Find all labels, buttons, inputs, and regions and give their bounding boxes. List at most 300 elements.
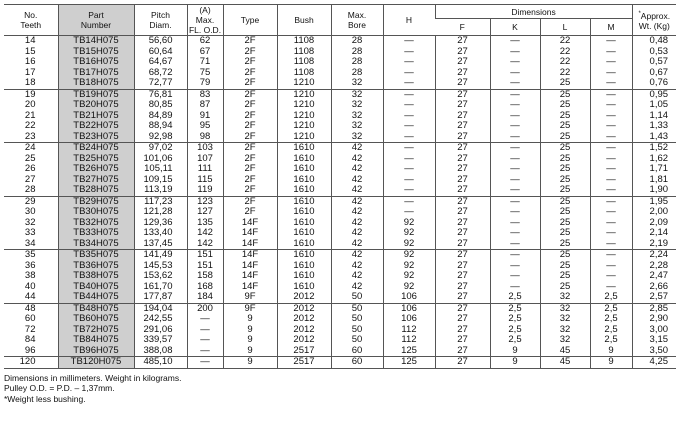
cell-part-number: TB72H075 bbox=[58, 325, 134, 336]
cell-max-fl-od: 111 bbox=[187, 164, 223, 175]
cell-k: — bbox=[490, 196, 540, 207]
cell-weight: 2,28 bbox=[632, 261, 676, 272]
cell-f: 27 bbox=[435, 239, 490, 250]
cell-max-bore: 42 bbox=[331, 282, 383, 293]
cell-part-number: TB14H075 bbox=[58, 36, 134, 47]
cell-pitch-diam: 129,36 bbox=[134, 218, 187, 229]
cell-max-bore: 60 bbox=[331, 357, 383, 369]
note-units: Dimensions in millimeters. Weight in kilograms. bbox=[4, 372, 182, 383]
cell-k: 2,5 bbox=[490, 292, 540, 303]
spec-sheet bbox=[4, 4, 676, 404]
cell-max-fl-od: — bbox=[187, 357, 223, 369]
cell-l: 25 bbox=[540, 164, 590, 175]
cell-part-number: TB34H075 bbox=[58, 239, 134, 250]
cell-max-bore: 42 bbox=[331, 218, 383, 229]
cell-f: 27 bbox=[435, 132, 490, 143]
cell-f: 27 bbox=[435, 143, 490, 154]
cell-type: 2F bbox=[223, 196, 277, 207]
cell-l: 25 bbox=[540, 175, 590, 186]
cell-max-fl-od: 95 bbox=[187, 121, 223, 132]
cell-m: — bbox=[590, 175, 632, 186]
cell-max-bore: 32 bbox=[331, 132, 383, 143]
cell-k: — bbox=[490, 36, 540, 47]
cell-h: — bbox=[383, 185, 435, 196]
cell-pitch-diam: 141,49 bbox=[134, 250, 187, 261]
cell-m: — bbox=[590, 111, 632, 122]
cell-k: — bbox=[490, 132, 540, 143]
cell-h: — bbox=[383, 132, 435, 143]
cell-bush: 1610 bbox=[277, 207, 331, 218]
cell-type: 2F bbox=[223, 36, 277, 47]
cell-k: — bbox=[490, 47, 540, 58]
cell-l: 25 bbox=[540, 271, 590, 282]
cell-f: 27 bbox=[435, 218, 490, 229]
cell-l: 25 bbox=[540, 228, 590, 239]
cell-max-bore: 32 bbox=[331, 121, 383, 132]
cell-pitch-diam: 339,57 bbox=[134, 335, 187, 346]
cell-pitch-diam: 109,15 bbox=[134, 175, 187, 186]
cell-k: — bbox=[490, 57, 540, 68]
cell-l: 22 bbox=[540, 57, 590, 68]
cell-h: — bbox=[383, 78, 435, 89]
cell-m: — bbox=[590, 228, 632, 239]
cell-h: — bbox=[383, 121, 435, 132]
cell-k: — bbox=[490, 111, 540, 122]
cell-max-bore: 42 bbox=[331, 143, 383, 154]
cell-k: — bbox=[490, 175, 540, 186]
cell-part-number: TB60H075 bbox=[58, 314, 134, 325]
cell-teeth: 120 bbox=[4, 357, 58, 369]
cell-max-bore: 42 bbox=[331, 239, 383, 250]
cell-weight: 1,81 bbox=[632, 175, 676, 186]
cell-m: — bbox=[590, 132, 632, 143]
cell-type: 9 bbox=[223, 346, 277, 357]
cell-part-number: TB15H075 bbox=[58, 47, 134, 58]
cell-k: — bbox=[490, 164, 540, 175]
cell-type: 2F bbox=[223, 111, 277, 122]
cell-h: 106 bbox=[383, 314, 435, 325]
cell-weight: 2,00 bbox=[632, 207, 676, 218]
cell-l: 25 bbox=[540, 154, 590, 165]
cell-bush: 1210 bbox=[277, 111, 331, 122]
cell-pitch-diam: 153,62 bbox=[134, 271, 187, 282]
cell-type: 2F bbox=[223, 175, 277, 186]
table-row bbox=[4, 175, 676, 186]
cell-k: — bbox=[490, 282, 540, 293]
table-row bbox=[4, 314, 676, 325]
cell-type: 14F bbox=[223, 239, 277, 250]
cell-part-number: TB33H075 bbox=[58, 228, 134, 239]
cell-f: 27 bbox=[435, 271, 490, 282]
cell-type: 9 bbox=[223, 314, 277, 325]
cell-type: 2F bbox=[223, 100, 277, 111]
cell-max-bore: 42 bbox=[331, 228, 383, 239]
header-k: K bbox=[490, 19, 540, 36]
cell-max-fl-od: 91 bbox=[187, 111, 223, 122]
cell-weight: 0,95 bbox=[632, 89, 676, 100]
footnotes bbox=[4, 373, 676, 405]
cell-f: 27 bbox=[435, 357, 490, 369]
cell-bush: 2012 bbox=[277, 292, 331, 303]
cell-part-number: TB22H075 bbox=[58, 121, 134, 132]
cell-part-number: TB40H075 bbox=[58, 282, 134, 293]
table-row bbox=[4, 143, 676, 154]
cell-f: 27 bbox=[435, 100, 490, 111]
cell-max-fl-od: 67 bbox=[187, 47, 223, 58]
table-row bbox=[4, 111, 676, 122]
cell-h: — bbox=[383, 89, 435, 100]
cell-k: 9 bbox=[490, 357, 540, 369]
cell-teeth: 17 bbox=[24, 67, 36, 78]
cell-weight: 2,66 bbox=[632, 282, 676, 293]
cell-bush: 1610 bbox=[277, 185, 331, 196]
table-row bbox=[4, 154, 676, 165]
cell-pitch-diam: 485,10 bbox=[134, 357, 187, 369]
cell-part-number: TB25H075 bbox=[58, 154, 134, 165]
table-row bbox=[4, 357, 676, 369]
cell-pitch-diam: 194,04 bbox=[134, 303, 187, 314]
cell-bush: 1210 bbox=[277, 100, 331, 111]
cell-f: 27 bbox=[435, 207, 490, 218]
cell-bush: 1610 bbox=[277, 239, 331, 250]
cell-teeth: 20 bbox=[24, 100, 36, 110]
cell-l: 25 bbox=[540, 89, 590, 100]
cell-m: — bbox=[590, 250, 632, 261]
cell-part-number: TB26H075 bbox=[58, 164, 134, 175]
cell-l: 25 bbox=[540, 185, 590, 196]
cell-bush: 1610 bbox=[277, 154, 331, 165]
cell-max-fl-od: — bbox=[187, 335, 223, 346]
cell-max-fl-od: 200 bbox=[187, 303, 223, 314]
cell-type: 2F bbox=[223, 47, 277, 58]
cell-weight: 0,53 bbox=[632, 47, 676, 58]
cell-weight: 0,67 bbox=[632, 68, 676, 79]
cell-teeth: 38 bbox=[24, 271, 36, 281]
cell-bush: 1610 bbox=[277, 261, 331, 272]
cell-weight: 1,33 bbox=[632, 121, 676, 132]
cell-l: 25 bbox=[540, 111, 590, 122]
cell-weight: 3,50 bbox=[632, 346, 676, 357]
cell-k: 2,5 bbox=[490, 303, 540, 314]
cell-f: 27 bbox=[435, 57, 490, 68]
cell-m: — bbox=[590, 143, 632, 154]
cell-bush: 1610 bbox=[277, 271, 331, 282]
cell-weight: 2,57 bbox=[632, 292, 676, 303]
cell-bush: 1610 bbox=[277, 250, 331, 261]
cell-max-fl-od: 158 bbox=[187, 271, 223, 282]
header-teeth: No. Teeth bbox=[4, 5, 58, 36]
cell-l: 25 bbox=[540, 196, 590, 207]
cell-f: 27 bbox=[435, 121, 490, 132]
cell-m: — bbox=[590, 121, 632, 132]
cell-f: 27 bbox=[435, 36, 490, 47]
cell-max-bore: 42 bbox=[331, 196, 383, 207]
cell-h: — bbox=[383, 196, 435, 207]
cell-m: — bbox=[590, 36, 632, 47]
cell-type: 2F bbox=[223, 132, 277, 143]
cell-type: 2F bbox=[223, 185, 277, 196]
cell-teeth: 72 bbox=[24, 324, 36, 335]
cell-weight: 2,14 bbox=[632, 228, 676, 239]
cell-pitch-diam: 105,11 bbox=[134, 164, 187, 175]
table-row bbox=[4, 57, 676, 68]
cell-l: 25 bbox=[540, 121, 590, 132]
cell-max-bore: 28 bbox=[331, 68, 383, 79]
cell-part-number: TB35H075 bbox=[58, 250, 134, 261]
cell-m: — bbox=[590, 261, 632, 272]
cell-h: 106 bbox=[383, 303, 435, 314]
cell-k: — bbox=[490, 271, 540, 282]
cell-weight: 0,57 bbox=[632, 57, 676, 68]
cell-type: 9 bbox=[223, 357, 277, 369]
cell-bush: 2012 bbox=[277, 325, 331, 336]
cell-k: — bbox=[490, 261, 540, 272]
header-l: L bbox=[540, 19, 590, 36]
cell-l: 25 bbox=[540, 250, 590, 261]
cell-part-number: TB19H075 bbox=[58, 89, 134, 100]
cell-m: 2,5 bbox=[590, 314, 632, 325]
cell-max-fl-od: — bbox=[187, 325, 223, 336]
cell-f: 27 bbox=[435, 154, 490, 165]
cell-max-bore: 32 bbox=[331, 100, 383, 111]
cell-teeth: 28 bbox=[24, 185, 36, 195]
cell-teeth: 44 bbox=[24, 292, 36, 302]
cell-f: 27 bbox=[435, 175, 490, 186]
cell-bush: 1108 bbox=[277, 36, 331, 47]
cell-weight: 1,05 bbox=[632, 100, 676, 111]
cell-part-number: TB18H075 bbox=[58, 78, 134, 89]
cell-m: — bbox=[590, 47, 632, 58]
cell-part-number: TB24H075 bbox=[58, 143, 134, 154]
cell-max-bore: 50 bbox=[331, 325, 383, 336]
cell-part-number: TB29H075 bbox=[58, 196, 134, 207]
cell-l: 32 bbox=[540, 303, 590, 314]
cell-pitch-diam: 101,06 bbox=[134, 154, 187, 165]
header-weight: *Approx. Wt. (Kg) bbox=[632, 5, 676, 36]
pulley-spec-table bbox=[4, 4, 676, 369]
table-row bbox=[4, 36, 676, 47]
cell-teeth: 40 bbox=[24, 281, 36, 292]
cell-k: — bbox=[490, 228, 540, 239]
cell-h: — bbox=[383, 57, 435, 68]
cell-l: 25 bbox=[540, 207, 590, 218]
cell-bush: 1610 bbox=[277, 164, 331, 175]
cell-max-bore: 50 bbox=[331, 303, 383, 314]
cell-m: 9 bbox=[590, 357, 632, 369]
cell-max-fl-od: 142 bbox=[187, 239, 223, 250]
table-row bbox=[4, 303, 676, 314]
cell-m: 2,5 bbox=[590, 303, 632, 314]
cell-k: — bbox=[490, 218, 540, 229]
cell-bush: 2012 bbox=[277, 335, 331, 346]
cell-part-number: TB32H075 bbox=[58, 218, 134, 229]
cell-f: 27 bbox=[435, 68, 490, 79]
cell-type: 9F bbox=[223, 292, 277, 303]
cell-max-fl-od: 142 bbox=[187, 228, 223, 239]
cell-teeth: 26 bbox=[24, 164, 36, 174]
table-header bbox=[4, 5, 676, 36]
cell-pitch-diam: 291,06 bbox=[134, 325, 187, 336]
cell-part-number: TB84H075 bbox=[58, 335, 134, 346]
cell-weight: 4,25 bbox=[632, 357, 676, 369]
cell-max-fl-od: 83 bbox=[187, 89, 223, 100]
cell-h: — bbox=[383, 143, 435, 154]
cell-h: 92 bbox=[383, 282, 435, 293]
cell-weight: 2,85 bbox=[632, 303, 676, 314]
cell-h: — bbox=[383, 154, 435, 165]
cell-type: 2F bbox=[223, 57, 277, 68]
cell-type: 2F bbox=[223, 154, 277, 165]
cell-h: — bbox=[383, 164, 435, 175]
cell-max-fl-od: 123 bbox=[187, 196, 223, 207]
cell-k: — bbox=[490, 121, 540, 132]
cell-part-number: TB30H075 bbox=[58, 207, 134, 218]
cell-k: — bbox=[490, 207, 540, 218]
cell-max-bore: 60 bbox=[331, 346, 383, 357]
cell-teeth: 24 bbox=[4, 143, 58, 154]
cell-bush: 1108 bbox=[277, 57, 331, 68]
cell-bush: 1610 bbox=[277, 218, 331, 229]
cell-k: — bbox=[490, 185, 540, 196]
cell-max-fl-od: 119 bbox=[187, 185, 223, 196]
cell-pitch-diam: 72,77 bbox=[134, 78, 187, 89]
cell-k: — bbox=[490, 143, 540, 154]
cell-type: 2F bbox=[223, 143, 277, 154]
cell-teeth: 16 bbox=[24, 57, 36, 67]
cell-k: — bbox=[490, 100, 540, 111]
cell-weight: 2,90 bbox=[632, 314, 676, 325]
cell-m: 2,5 bbox=[590, 292, 632, 303]
cell-max-fl-od: 75 bbox=[187, 68, 223, 79]
cell-teeth: 34 bbox=[24, 238, 36, 249]
cell-type: 9 bbox=[223, 325, 277, 336]
table-row bbox=[4, 346, 676, 357]
cell-max-bore: 42 bbox=[331, 271, 383, 282]
cell-f: 27 bbox=[435, 314, 490, 325]
cell-teeth: 27 bbox=[24, 174, 36, 185]
cell-pitch-diam: 68,72 bbox=[134, 68, 187, 79]
cell-max-fl-od: 151 bbox=[187, 250, 223, 261]
cell-pitch-diam: 64,67 bbox=[134, 57, 187, 68]
note-pulley-od: Pulley O.D. = P.D. – 1,37mm. bbox=[4, 383, 115, 393]
header-type: Type bbox=[223, 5, 277, 36]
cell-teeth: 23 bbox=[24, 131, 36, 142]
cell-pitch-diam: 113,19 bbox=[134, 185, 187, 196]
cell-teeth: 22 bbox=[24, 121, 36, 131]
table-row bbox=[4, 132, 676, 143]
cell-weight: 2,09 bbox=[632, 218, 676, 229]
cell-max-bore: 50 bbox=[331, 292, 383, 303]
cell-part-number: TB36H075 bbox=[58, 261, 134, 272]
cell-max-fl-od: 62 bbox=[187, 36, 223, 47]
cell-f: 27 bbox=[435, 164, 490, 175]
cell-f: 27 bbox=[435, 282, 490, 293]
cell-f: 27 bbox=[435, 335, 490, 346]
cell-max-bore: 42 bbox=[331, 261, 383, 272]
table-row bbox=[4, 196, 676, 207]
cell-type: 9 bbox=[223, 335, 277, 346]
cell-k: 9 bbox=[490, 346, 540, 357]
cell-bush: 1610 bbox=[277, 282, 331, 293]
cell-max-bore: 42 bbox=[331, 185, 383, 196]
cell-type: 14F bbox=[223, 282, 277, 293]
cell-weight: 1,71 bbox=[632, 164, 676, 175]
cell-max-fl-od: — bbox=[187, 346, 223, 357]
cell-part-number: TB44H075 bbox=[58, 292, 134, 303]
cell-f: 27 bbox=[435, 111, 490, 122]
cell-teeth: 35 bbox=[4, 250, 58, 261]
cell-h: — bbox=[383, 111, 435, 122]
cell-part-number: TB16H075 bbox=[58, 57, 134, 68]
cell-bush: 1610 bbox=[277, 228, 331, 239]
cell-h: — bbox=[383, 68, 435, 79]
table-row bbox=[4, 325, 676, 336]
cell-h: 92 bbox=[383, 271, 435, 282]
cell-l: 25 bbox=[540, 100, 590, 111]
cell-bush: 1210 bbox=[277, 78, 331, 89]
cell-weight: 2,19 bbox=[632, 239, 676, 250]
cell-m: — bbox=[590, 207, 632, 218]
header-part-number: Part Number bbox=[58, 5, 134, 36]
cell-max-bore: 32 bbox=[331, 89, 383, 100]
cell-l: 45 bbox=[540, 357, 590, 369]
cell-pitch-diam: 388,08 bbox=[134, 346, 187, 357]
cell-weight: 1,52 bbox=[632, 143, 676, 154]
header-f: F bbox=[435, 19, 490, 36]
table-row bbox=[4, 292, 676, 303]
cell-max-bore: 32 bbox=[331, 111, 383, 122]
cell-bush: 1610 bbox=[277, 175, 331, 186]
cell-m: — bbox=[590, 218, 632, 229]
cell-max-fl-od: 103 bbox=[187, 143, 223, 154]
cell-m: — bbox=[590, 100, 632, 111]
table-row bbox=[4, 89, 676, 100]
cell-pitch-diam: 76,81 bbox=[134, 89, 187, 100]
cell-teeth: 15 bbox=[24, 46, 36, 57]
header-m: M bbox=[590, 19, 632, 36]
cell-m: — bbox=[590, 196, 632, 207]
cell-max-fl-od: — bbox=[187, 314, 223, 325]
cell-max-bore: 42 bbox=[331, 207, 383, 218]
cell-pitch-diam: 133,40 bbox=[134, 228, 187, 239]
cell-teeth: 29 bbox=[4, 196, 58, 207]
cell-bush: 1210 bbox=[277, 121, 331, 132]
cell-k: — bbox=[490, 250, 540, 261]
cell-m: — bbox=[590, 78, 632, 89]
cell-teeth: 48 bbox=[4, 303, 58, 314]
cell-h: 125 bbox=[383, 346, 435, 357]
note-weight: *Weight less bushing. bbox=[4, 393, 86, 404]
cell-weight: 1,43 bbox=[632, 132, 676, 143]
cell-m: — bbox=[590, 164, 632, 175]
cell-max-bore: 42 bbox=[331, 154, 383, 165]
cell-m: — bbox=[590, 57, 632, 68]
cell-type: 2F bbox=[223, 121, 277, 132]
table-row bbox=[4, 207, 676, 218]
table-row bbox=[4, 261, 676, 272]
cell-l: 45 bbox=[540, 346, 590, 357]
cell-pitch-diam: 88,94 bbox=[134, 121, 187, 132]
cell-max-fl-od: 87 bbox=[187, 100, 223, 111]
cell-f: 27 bbox=[435, 47, 490, 58]
table-row bbox=[4, 47, 676, 58]
cell-f: 27 bbox=[435, 325, 490, 336]
cell-type: 2F bbox=[223, 78, 277, 89]
cell-bush: 2517 bbox=[277, 357, 331, 369]
cell-l: 32 bbox=[540, 292, 590, 303]
cell-weight: 3,15 bbox=[632, 335, 676, 346]
cell-teeth: 60 bbox=[24, 314, 36, 324]
